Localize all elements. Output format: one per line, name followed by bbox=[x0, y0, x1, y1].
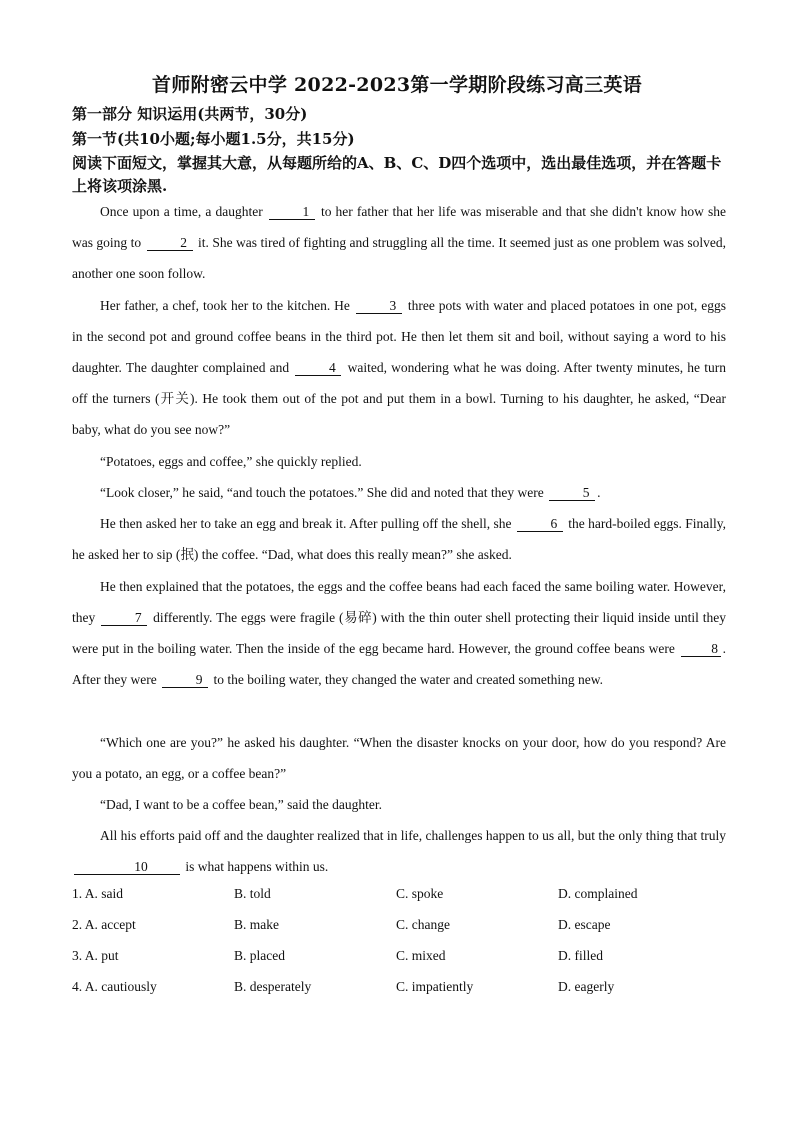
question-2-options bbox=[72, 917, 732, 948]
blank-6: 6 bbox=[517, 517, 563, 532]
question-4-options bbox=[72, 979, 732, 1010]
paragraph-2: Her father, a chef, took her to the kitchen. He 3 three pots with water and placed potatoes in one pot, eggs in the second pot and ground coffee beans in the third pot. He then let them sit and boil, without saying a word to his daughter. The daughter complained and 4 waited, wondering what he was doing. After twenty minutes, he turn off the turners (开关). He took them out of the pot and put them in a bowl. Turning to his daughter, he asked, “Dear baby, what do you see now?” bbox=[72, 298, 727, 437]
paragraph-6: He then explained that the potatoes, the eggs and the coffee beans had each faced the same boiling water. However, they 7 differently. The eggs were fragile (易碎) with the thin outer shell protecting their liquid inside until they were put in the boiling water. Then the inside of the egg became hard. However, the ground coffee beans were 8 . After they were 9 to the boiling water, they changed the water and created something new. bbox=[72, 579, 727, 687]
option-3b: B. placed bbox=[234, 948, 285, 963]
option-4a: 4. A. cautiously bbox=[72, 979, 157, 994]
option-4c: C. impatiently bbox=[396, 979, 474, 994]
option-1c: C. spoke bbox=[396, 886, 444, 901]
answer-options bbox=[72, 886, 732, 1010]
part-heading: 第一部分 知识运用(共两节，30分) bbox=[72, 105, 308, 123]
blank-1: 1 bbox=[269, 205, 315, 220]
section-heading: 第一节(共10小题;每小题1.5分，共15分) bbox=[72, 130, 355, 148]
option-2d: D. escape bbox=[558, 917, 611, 932]
paragraph-1: Once upon a time, a daughter 1 to her father that her life was miserable and that she didn't know how she was going to 2 it. She was tired of fighting and struggling all the time. It seemed just as one problem was solved, another one soon follow. bbox=[72, 204, 727, 281]
option-1b: B. told bbox=[234, 886, 271, 901]
option-1d: D. complained bbox=[558, 886, 638, 901]
blank-3: 3 bbox=[356, 299, 402, 314]
paragraph-8: “Dad, I want to be a coffee bean,” said the daughter. bbox=[100, 797, 383, 812]
option-4b: B. desperately bbox=[234, 979, 312, 994]
paragraph-4: “Look closer,” he said, “and touch the potatoes.” She did and noted that they were 5 . bbox=[100, 485, 601, 500]
blank-7: 7 bbox=[101, 611, 147, 626]
option-2c: C. change bbox=[396, 917, 450, 932]
paragraph-7: “Which one are you?” he asked his daughter. “When the disaster knocks on your door, how do you respond? Are you a potato, an egg, or a coffee bean?” bbox=[72, 735, 726, 781]
blank-9: 9 bbox=[162, 673, 208, 688]
option-3d: D. filled bbox=[558, 948, 603, 963]
option-1a: 1. A. said bbox=[72, 886, 124, 901]
blank-10: 10 bbox=[74, 860, 180, 875]
option-3c: C. mixed bbox=[396, 948, 446, 963]
paragraph-9: All his efforts paid off and the daughter realized that in life, challenges happen to us all, but the only thing that truly 10 is what happens within us. bbox=[72, 820, 726, 882]
page-title: 首师附密云中学 2022-2023第一学期阶段练习高三英语 bbox=[152, 74, 642, 96]
option-3a: 3. A. put bbox=[72, 948, 119, 963]
paragraph-5: He then asked her to take an egg and break it. After pulling off the shell, she 6 the hard-boiled eggs. Finally, he asked her to sip (抿) the coffee. “Dad, what does this really mean?” she asked. bbox=[72, 516, 727, 562]
blank-4: 4 bbox=[295, 361, 341, 376]
blank-5: 5 bbox=[549, 486, 595, 501]
question-3-options bbox=[72, 948, 732, 979]
question-1-options bbox=[72, 886, 732, 917]
blank-8: 8 bbox=[681, 642, 721, 657]
option-2a: 2. A. accept bbox=[72, 917, 136, 932]
option-4d: D. eagerly bbox=[558, 979, 615, 994]
option-2b: B. make bbox=[234, 917, 279, 932]
instructions: 阅读下面短文，掌握其大意，从每题所给的A、B、C、D四个选项中，选出最佳选项，并在答题卡上将该项涂黑. bbox=[72, 154, 722, 195]
paragraph-3: “Potatoes, eggs and coffee,” she quickly replied. bbox=[100, 454, 362, 469]
blank-2: 2 bbox=[147, 236, 193, 251]
